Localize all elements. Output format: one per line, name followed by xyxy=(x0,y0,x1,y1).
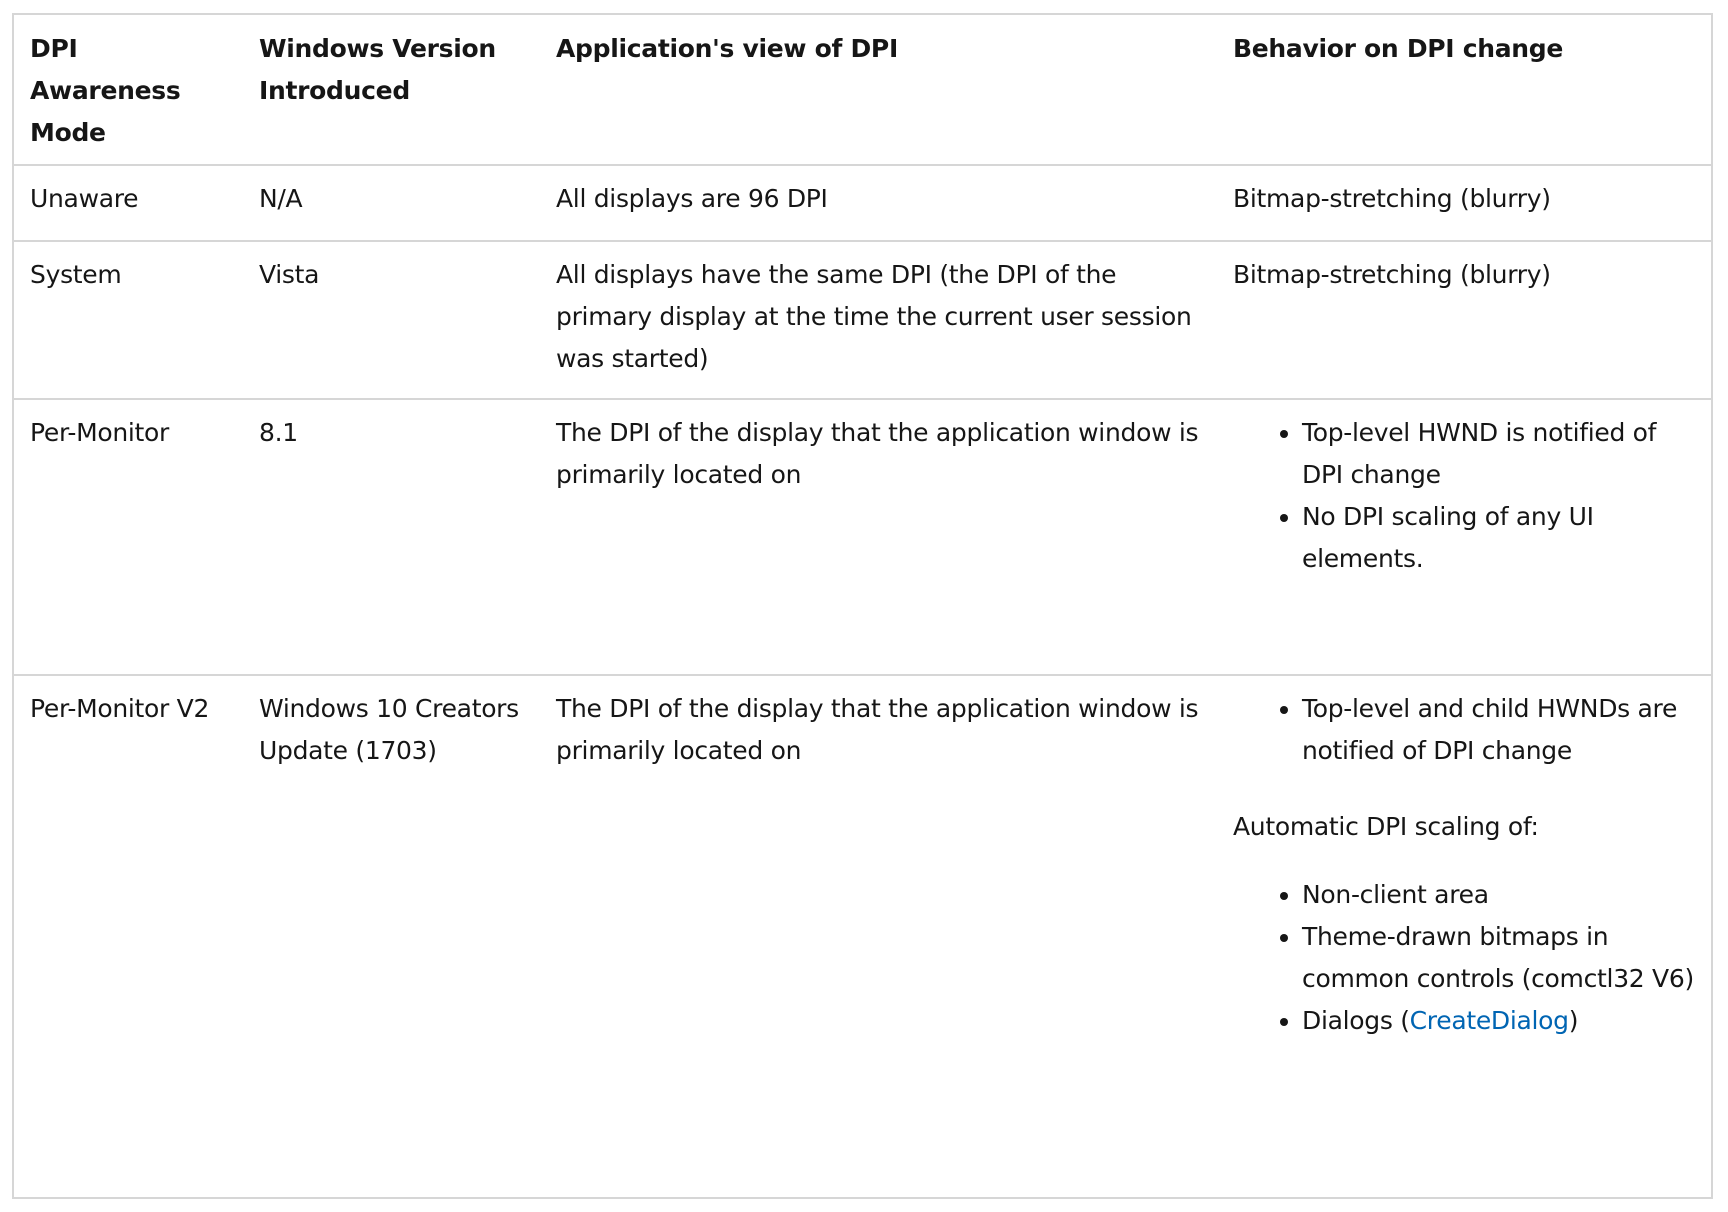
header-behavior: Behavior on DPI change xyxy=(1217,15,1711,165)
dpi-awareness-table xyxy=(14,15,1711,1056)
behavior-list xyxy=(1233,412,1695,580)
list-item: • Theme-drawn bitmaps in common controls (comctl32 V6) xyxy=(1302,916,1695,1000)
behavior-paragraph: Automatic DPI scaling of: xyxy=(1233,812,1539,841)
cell-version: Windows 10 Creators Update (1703) xyxy=(259,694,519,765)
header-windows-version: Windows Version Introduced xyxy=(243,15,540,165)
cell-version: Vista xyxy=(243,241,540,399)
header-dpi-awareness-mode: DPI Awareness Mode xyxy=(14,15,243,165)
list-item: • Non-client area xyxy=(1302,874,1695,916)
cell-behavior: Bitmap-stretching (blurry) xyxy=(1217,165,1711,241)
cell-mode: System xyxy=(14,241,243,399)
list-item: • No DPI scaling of any UI elements. xyxy=(1302,496,1695,580)
table-header-row xyxy=(14,15,1711,165)
cell-behavior xyxy=(1217,675,1711,1056)
list-item-suffix: ) xyxy=(1568,1006,1579,1035)
cell-view: The DPI of the display that the application window is primarily located on xyxy=(540,399,1217,675)
behavior-list xyxy=(1233,688,1695,772)
table-row xyxy=(14,165,1711,241)
create-dialog-link[interactable]: CreateDialog xyxy=(1409,1006,1569,1035)
header-application-view: Application's view of DPI xyxy=(540,15,1217,165)
table-row xyxy=(14,675,1711,1056)
cell-mode: Per-Monitor V2 xyxy=(30,694,210,723)
table-row xyxy=(14,399,1711,675)
dpi-awareness-table-container xyxy=(12,13,1713,1199)
list-item: • Top-level and child HWNDs are notified of DPI change xyxy=(1302,688,1695,772)
table-row xyxy=(14,241,1711,399)
cell-view: All displays have the same DPI (the DPI of the primary display at the time the current user session was started) xyxy=(540,241,1217,399)
list-item-prefix: Dialogs ( xyxy=(1302,1006,1410,1035)
cell-mode: Unaware xyxy=(14,165,243,241)
cell-behavior xyxy=(1217,399,1711,675)
cell-version: N/A xyxy=(243,165,540,241)
list-item xyxy=(1302,1000,1695,1042)
cell-behavior: Bitmap-stretching (blurry) xyxy=(1217,241,1711,399)
cell-view: The DPI of the display that the application window is primarily located on xyxy=(556,694,1199,765)
list-item: • Top-level HWND is notified of DPI change xyxy=(1302,412,1695,496)
cell-version: 8.1 xyxy=(243,399,540,675)
cell-view: All displays are 96 DPI xyxy=(540,165,1217,241)
cell-mode: Per-Monitor xyxy=(14,399,243,675)
automatic-scaling-list xyxy=(1233,874,1695,1042)
